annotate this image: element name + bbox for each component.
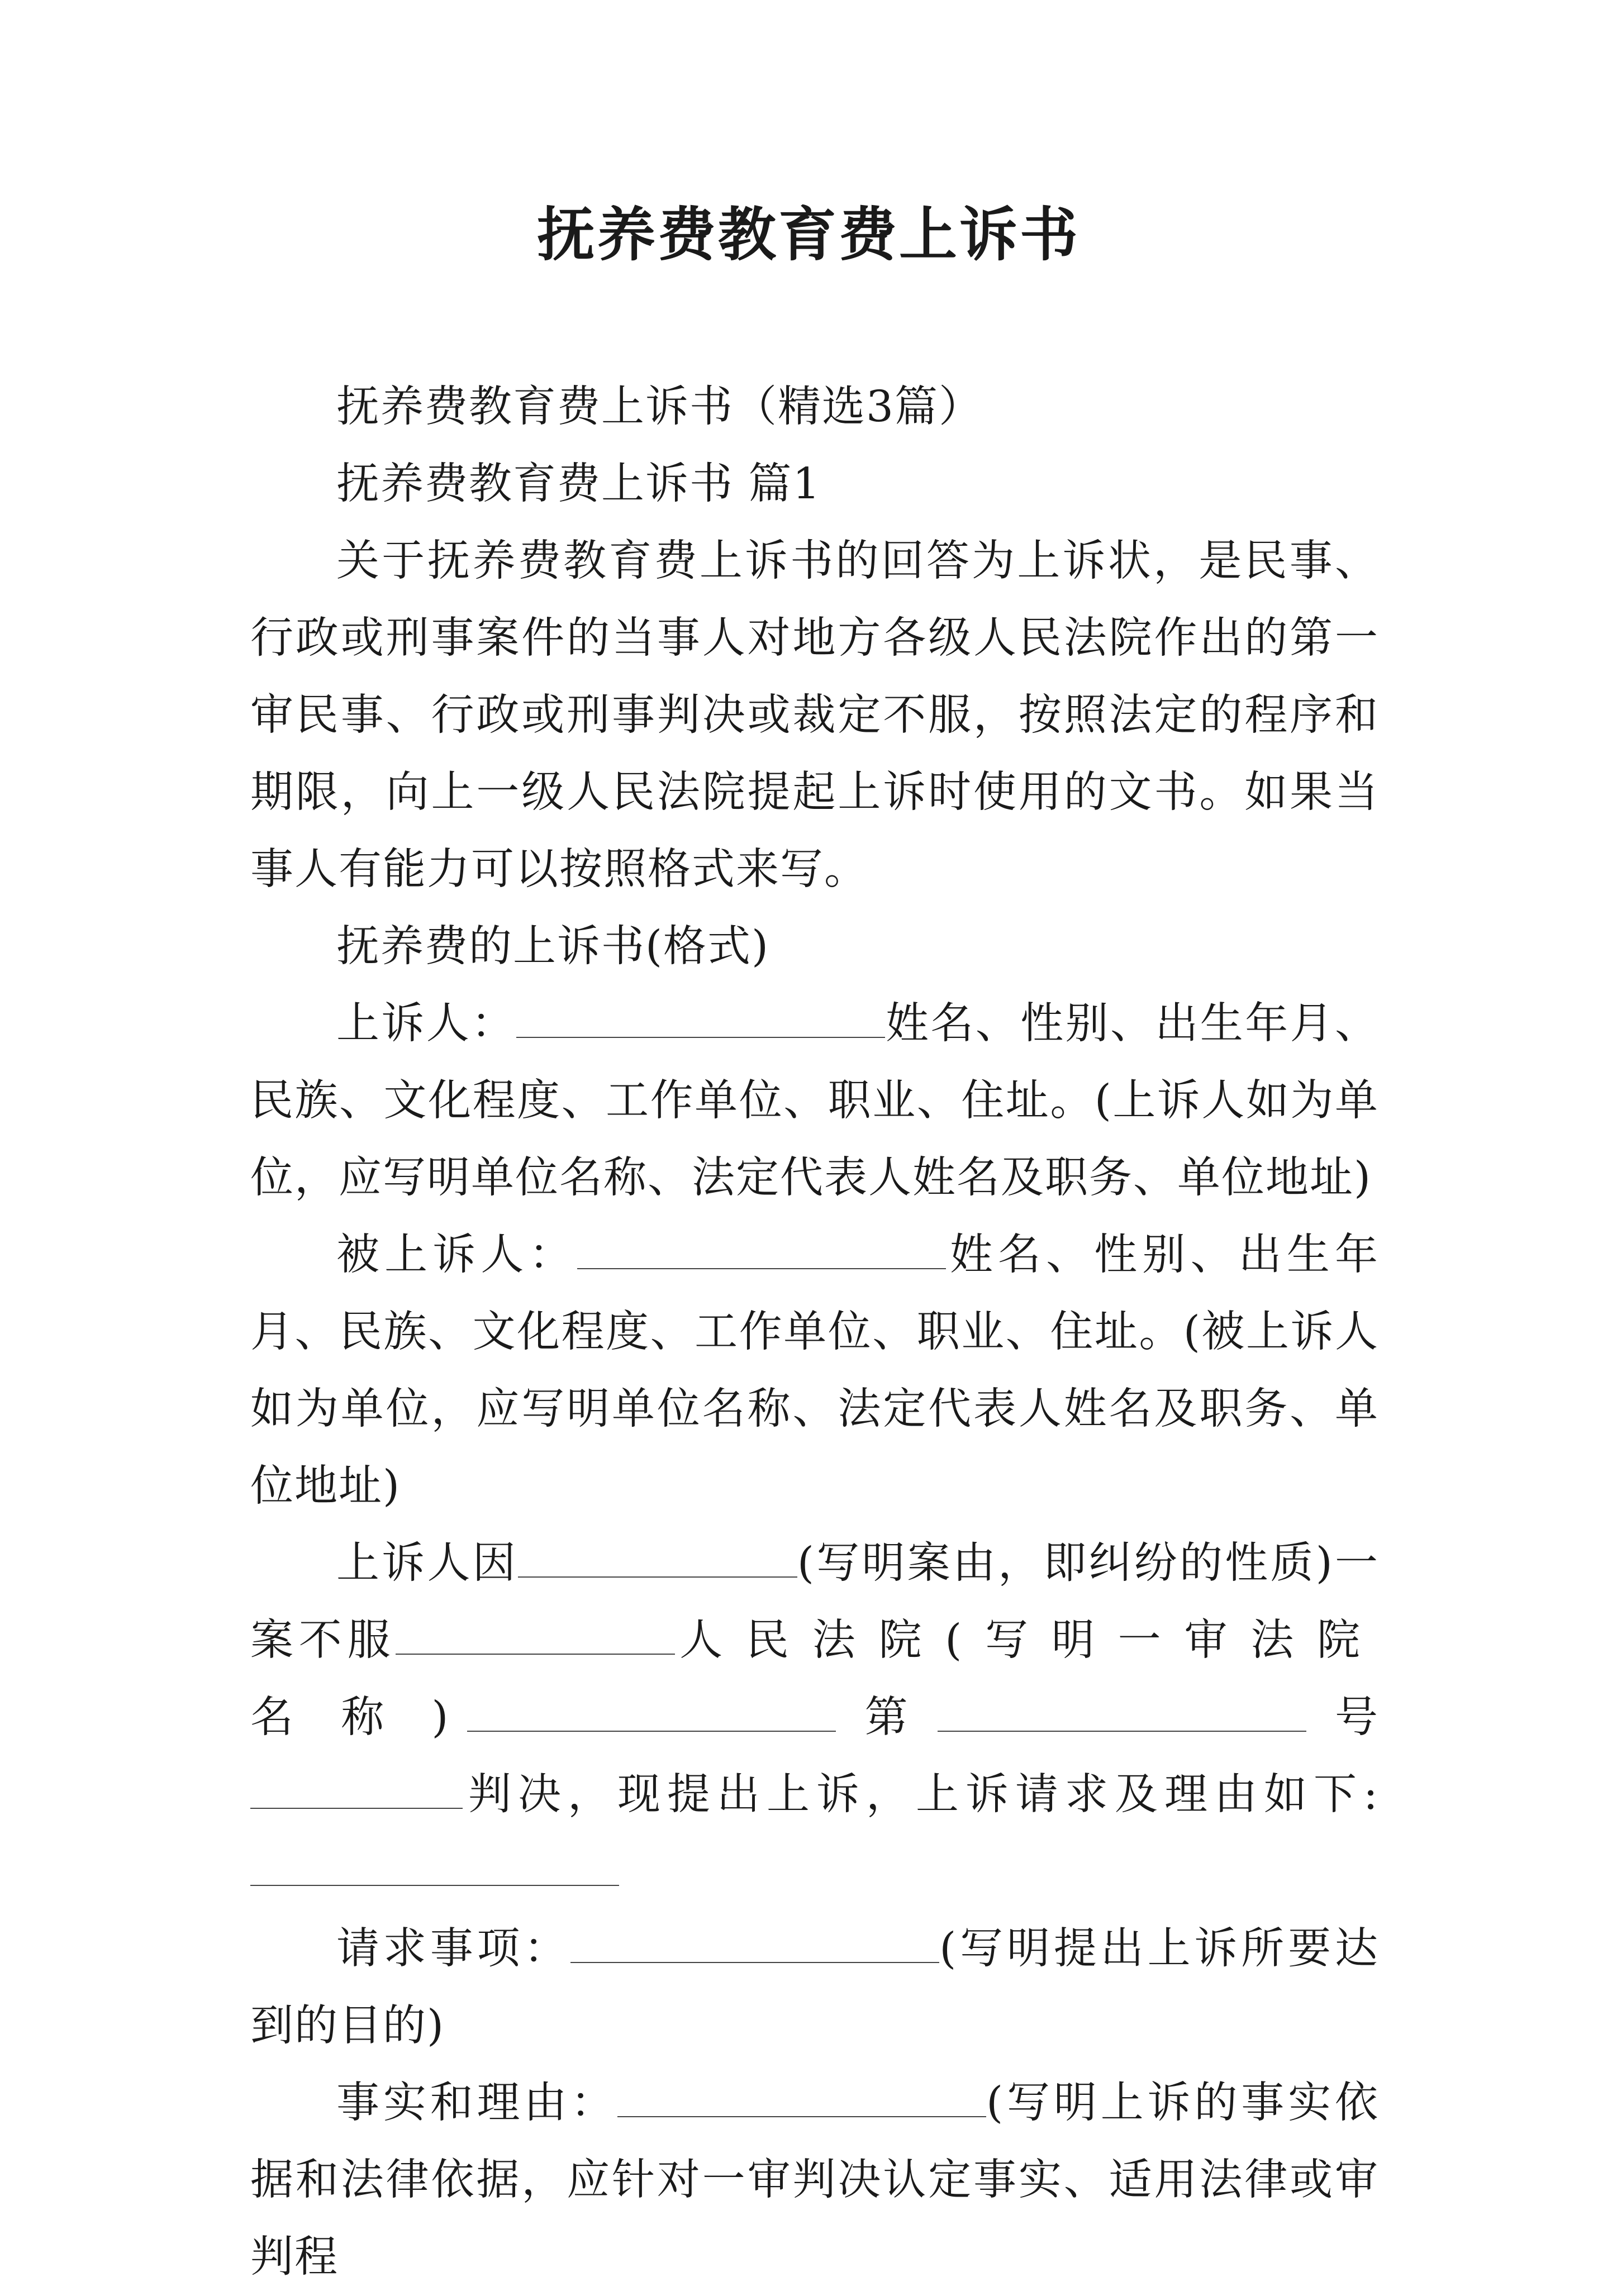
request-blank [570,1927,939,1963]
request-label: 请求事项： [336,1924,571,1974]
facts-paragraph [250,2065,1379,2296]
case-number-prefix-blank [467,1696,836,1732]
judgment-type-blank [250,1773,463,1809]
case-text-2: (写明案由，即纠纷的性质)一案不服 [250,1538,1379,1665]
request-description: (写明提出上诉所要达到的目的) [250,1924,1380,2051]
subtitle: 抚养费教育费上诉书（精选3篇） [336,382,983,432]
facts-label: 事实和理由： [336,2078,618,2128]
appellant-paragraph [250,985,1379,1217]
appellee-blank [577,1233,946,1269]
document-title: 抚养费教育费上诉书 [536,200,1080,269]
case-paragraph [250,1525,1379,1911]
section-heading: 抚养费教育费上诉书 篇1 [336,459,821,509]
court-name-blank [396,1619,675,1655]
appellant-blank [516,1002,885,1038]
case-cause-blank [518,1542,797,1578]
case-number-blank [938,1696,1306,1732]
case-text-5: 号 [1306,1693,1380,1742]
request-paragraph [250,1911,1379,2065]
intro-paragraph: 关于抚养费教育费上诉书的回答为上诉状，是民事、行政或刑事案件的当事人对地方各级人民法院作出的第一审民事、行政或刑事判决或裁定不服，按照法定的程序和期限，向上一级人民法院提起上诉时使用的文书。如果当事人有能力可以按照格式来写。 [250,536,1379,894]
appellant-label: 上诉人： [336,999,516,1049]
facts-description: (写明上诉的事实依据和法律依据，应针对一审判决认定事实、适用法律或审判程 [250,2078,1379,2282]
document-body [250,369,1379,2296]
case-text-4: 第 [836,1693,938,1742]
case-text-6: 判决，现提出上诉，上诉请求及理由如下: [463,1770,1379,1819]
format-heading: 抚养费的上诉书(格式) [336,922,770,971]
case-text-1: 上诉人因 [336,1538,518,1588]
appeal-reason-blank [250,1850,619,1886]
appellee-label: 被上诉人： [336,1230,577,1280]
appellee-paragraph [250,1217,1379,1525]
appellee-description: 姓名、性别、出生年月、民族、文化程度、工作单位、职业、住址。(被上诉人如为单位，应写明单位名称、法定代表人姓名及职务、单位地址) [250,1230,1380,1511]
facts-blank [617,2081,986,2117]
case-text-3: 人民法院(写明一审法院名称) [250,1616,1380,1742]
appellant-description: 姓名、性别、出生年月、民族、文化程度、工作单位、职业、住址。(上诉人如为单位，应写明单位名称、法定代表人姓名及职务、单位地址) [250,999,1380,1203]
